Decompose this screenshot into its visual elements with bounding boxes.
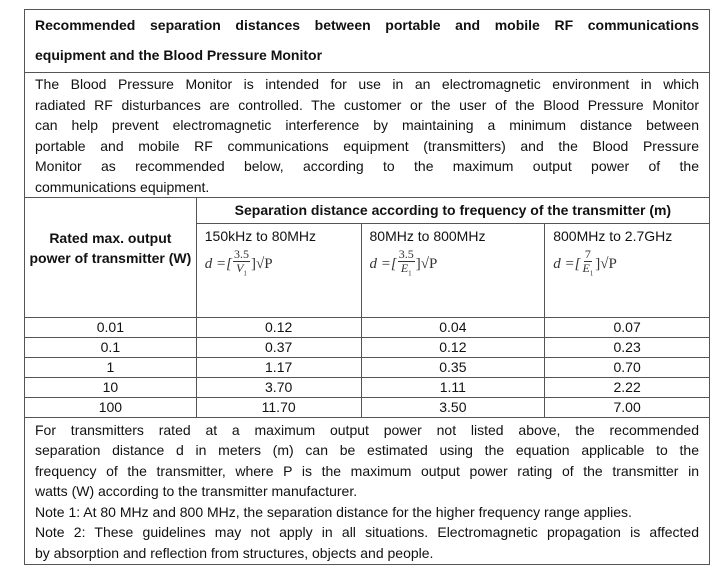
- separation-distance-table: [24, 9, 710, 565]
- freq-column-2: [361, 223, 545, 317]
- distance-cell: 7.00: [545, 397, 710, 417]
- intro-line: Monitor as recommended below, according to the maximum output power of the: [35, 158, 699, 174]
- note-1: Note 1: At 80 MHz and 800 MHz, the separation distance for the higher frequency range applies.: [35, 503, 632, 520]
- fraction-numerator: 7: [584, 247, 591, 261]
- denominator-subscript: 1: [589, 269, 594, 278]
- sqrt-p: ]√P: [415, 255, 438, 272]
- power-cell: 0.01: [25, 317, 197, 337]
- notes-line: frequency of the transmitter, where P is the maximum output power rating of the transmitter in: [35, 462, 699, 479]
- freq-column-1: [196, 223, 361, 317]
- title-line-1: Recommended separation distances between portable and mobile RF communications: [35, 17, 699, 33]
- notes-line: watts (W) according to the transmitter manufacturer.: [35, 483, 358, 499]
- freq-range-label: 150kHz to 80MHz: [204, 227, 317, 244]
- sqrt-p: ]√P: [595, 255, 617, 272]
- distance-cell: 2.22: [545, 377, 710, 397]
- note-2-line: Note 2: These guidelines may not apply in all situations. Electromagnetic propagation is affected: [35, 524, 699, 540]
- distance-cell: 0.35: [361, 357, 545, 377]
- distance-cell: 0.07: [545, 317, 710, 337]
- notes-section: [25, 417, 710, 565]
- fraction: [233, 248, 250, 280]
- fraction-numerator: 3.5: [233, 247, 249, 261]
- intro-paragraph: [25, 73, 710, 198]
- denominator-symbol: V: [236, 261, 244, 275]
- note-2-line: by absorption and reflection from structures, objects and people.: [35, 544, 434, 561]
- fraction-denominator: [235, 262, 248, 280]
- formula-lhs: d =[: [369, 255, 397, 272]
- table-row: [25, 317, 710, 337]
- distance-cell: 0.23: [545, 337, 710, 357]
- distance-cell: 0.70: [545, 357, 710, 377]
- power-cell: 10: [25, 377, 197, 397]
- title-line-2: equipment and the Blood Pressure Monitor: [35, 47, 323, 63]
- freq-range-label: 80MHz to 800MHz: [369, 227, 486, 244]
- notes-line: separation distance d in meters (m) can be estimated using the equation applicable to the: [35, 442, 699, 458]
- distance-cell: 1.17: [196, 357, 361, 377]
- intro-line: The Blood Pressure Monitor is intended for use in an electromagnetic environment in which: [35, 76, 699, 92]
- distance-cell: 3.50: [361, 397, 545, 417]
- fraction-denominator: [581, 262, 594, 280]
- denominator-symbol: E: [582, 261, 590, 275]
- freq-column-3: [545, 223, 710, 317]
- fraction: [581, 248, 594, 280]
- distance-cell: 1.11: [361, 377, 545, 397]
- intro-line: portable and mobile RF communications equipment (transmitters) and the Blood Pressure: [35, 137, 699, 154]
- table-title: [25, 10, 710, 73]
- table-row: [25, 397, 710, 417]
- power-cell: 0.1: [25, 337, 197, 357]
- distance-cell: 0.04: [361, 317, 545, 337]
- formula-lhs: d =[: [204, 255, 232, 272]
- formula-1: [205, 248, 273, 280]
- power-cell: 1: [25, 357, 197, 377]
- denominator-subscript: 1: [408, 269, 412, 278]
- fraction-denominator: [400, 262, 413, 280]
- denominator-symbol: E: [400, 261, 409, 275]
- table-row: [25, 337, 710, 357]
- distance-cell: 0.12: [361, 337, 545, 357]
- power-cell: 100: [25, 397, 197, 417]
- fraction: [398, 248, 415, 280]
- distance-cell: 0.37: [196, 337, 361, 357]
- sqrt-p: ]√P: [250, 255, 273, 272]
- notes-line: For transmitters rated at a maximum output power not listed above, the recommended: [35, 421, 699, 438]
- table-row: [25, 377, 710, 397]
- intro-line: communications equipment.: [35, 178, 210, 195]
- distance-cell: 11.70: [196, 397, 361, 417]
- denominator-subscript: 1: [243, 269, 247, 278]
- separation-header: Separation distance according to frequency of the transmitter (m): [196, 198, 709, 224]
- intro-line: radiated RF disturbances are controlled. The customer or the user of the Blood Pressure Monitor: [35, 96, 699, 113]
- distance-cell: 0.12: [196, 317, 361, 337]
- fraction-numerator: 3.5: [398, 247, 414, 261]
- formula-lhs: d =[: [553, 255, 581, 272]
- formula-3: [553, 248, 617, 280]
- freq-range-label: 800MHz to 2.7GHz: [553, 227, 673, 244]
- rated-power-header: Rated max. output power of transmitter (W): [25, 198, 197, 318]
- distance-cell: 3.70: [196, 377, 361, 397]
- formula-2: [370, 248, 438, 280]
- intro-line: can help prevent electromagnetic interference by maintaining a minimum distance between: [35, 117, 699, 133]
- table-row: [25, 357, 710, 377]
